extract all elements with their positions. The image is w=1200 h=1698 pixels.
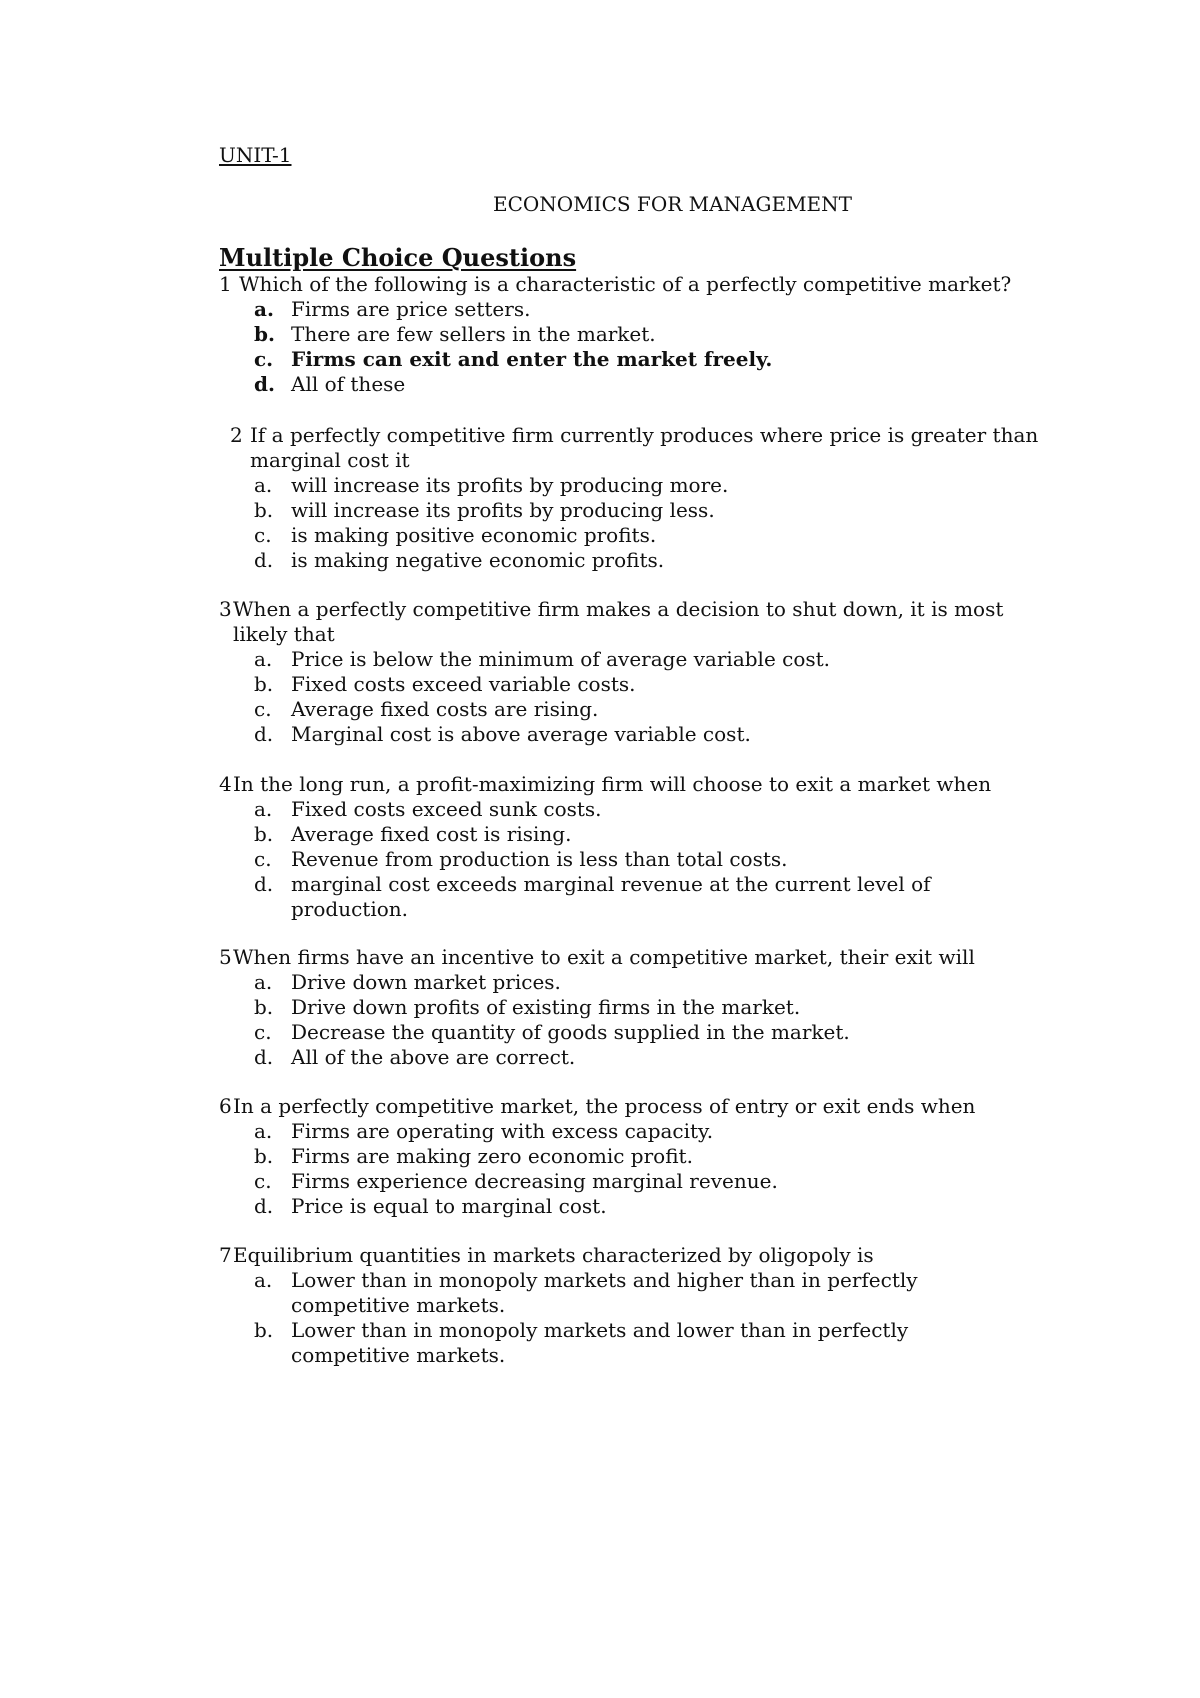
- option-letter: d.: [254, 1045, 274, 1069]
- option-text: Fixed costs exceed sunk costs.: [291, 797, 602, 821]
- option-text: will increase its profits by producing less.: [291, 498, 715, 522]
- option-text: Drive down market prices.: [291, 970, 561, 994]
- option-text: Firms experience decreasing marginal revenue.: [291, 1169, 778, 1193]
- option-item: [219, 498, 1050, 523]
- question-text: When a perfectly competitive firm makes a decision to shut down, it is most likely that: [233, 597, 1004, 646]
- option-item: [219, 1169, 1089, 1194]
- question-number: 6: [219, 1094, 232, 1118]
- option-text: Lower than in monopoly markets and higher than in perfectly competitive markets.: [291, 1268, 918, 1317]
- option-text: Revenue from production is less than total costs.: [291, 847, 788, 871]
- option-item: [219, 297, 1089, 322]
- option-letter: b.: [254, 822, 274, 846]
- option-item: [219, 797, 1089, 822]
- option-item: [219, 523, 1050, 548]
- option-text: Average fixed costs are rising.: [291, 697, 599, 721]
- option-letter: c.: [254, 847, 272, 871]
- question-number: 3: [219, 597, 232, 621]
- option-letter: d.: [254, 872, 274, 896]
- unit-title: UNIT-1: [219, 143, 292, 167]
- question-3: [219, 597, 1089, 747]
- question-text: Which of the following is a characteristic of a perfectly competitive market?: [239, 272, 1012, 296]
- question-2-stem: [230, 423, 1050, 473]
- option-text: Lower than in monopoly markets and lower than in perfectly competitive markets.: [291, 1318, 909, 1367]
- option-text: Price is below the minimum of average variable cost.: [291, 647, 831, 671]
- option-item: [219, 1144, 1089, 1169]
- option-letter: c.: [254, 1020, 272, 1044]
- option-text: All of the above are correct.: [291, 1045, 576, 1069]
- option-item: [219, 322, 1089, 347]
- option-letter: a.: [254, 473, 273, 497]
- section-heading: Multiple Choice Questions: [219, 243, 577, 272]
- question-7-stem: [219, 1243, 1089, 1268]
- option-item: [219, 647, 1089, 672]
- option-letter: c.: [254, 697, 272, 721]
- option-text: is making negative economic profits.: [291, 548, 665, 572]
- option-item: [219, 672, 1089, 697]
- question-number: 2: [230, 423, 243, 447]
- question-text: In the long run, a profit-maximizing firm will choose to exit a market when: [233, 772, 992, 796]
- option-letter: d.: [254, 372, 275, 396]
- option-item: [219, 1194, 1089, 1219]
- option-item: [219, 473, 1050, 498]
- option-item: [219, 697, 1089, 722]
- question-5-stem: [219, 945, 1089, 970]
- option-text: There are few sellers in the market.: [291, 322, 656, 346]
- option-item: [219, 822, 1089, 847]
- question-1: [219, 272, 1089, 397]
- option-text: Marginal cost is above average variable cost.: [291, 722, 751, 746]
- option-letter: a.: [254, 970, 273, 994]
- option-item: [219, 970, 1089, 995]
- option-item: [219, 1045, 1089, 1070]
- question-number: 5: [219, 945, 232, 969]
- option-letter: d.: [254, 722, 274, 746]
- question-text: When firms have an incentive to exit a competitive market, their exit will: [233, 945, 975, 969]
- option-letter: b.: [254, 995, 274, 1019]
- option-item: [219, 1119, 1089, 1144]
- option-letter: a.: [254, 647, 273, 671]
- question-number: 7: [219, 1243, 232, 1267]
- option-text: marginal cost exceeds marginal revenue at the current level of production.: [291, 872, 931, 921]
- question-4-stem: [219, 772, 1089, 797]
- option-text: will increase its profits by producing more.: [291, 473, 729, 497]
- option-item-correct: [219, 347, 1089, 372]
- question-6-stem: [219, 1094, 1089, 1119]
- question-number: 4: [219, 772, 232, 796]
- option-item: [219, 1268, 1089, 1318]
- question-3-stem: [219, 597, 1089, 647]
- option-text: Firms are making zero economic profit.: [291, 1144, 693, 1168]
- option-item: [219, 722, 1089, 747]
- option-item: [219, 548, 1050, 573]
- option-letter: b.: [254, 322, 275, 346]
- option-item: [219, 1020, 1089, 1045]
- question-4: [219, 772, 1089, 922]
- question-text: Equilibrium quantities in markets characterized by oligopoly is: [233, 1243, 874, 1267]
- option-letter: b.: [254, 1318, 274, 1342]
- option-letter: d.: [254, 548, 274, 572]
- option-letter: b.: [254, 1144, 274, 1168]
- option-item: [219, 872, 1089, 922]
- option-text: Firms can exit and enter the market freely.: [291, 347, 773, 371]
- option-item: [219, 995, 1089, 1020]
- option-letter: d.: [254, 1194, 274, 1218]
- option-text: is making positive economic profits.: [291, 523, 657, 547]
- option-letter: a.: [254, 797, 273, 821]
- question-6: [219, 1094, 1089, 1219]
- option-letter: b.: [254, 498, 274, 522]
- option-text: All of these: [291, 372, 406, 396]
- option-letter: a.: [254, 1268, 273, 1292]
- subject-title: ECONOMICS FOR MANAGEMENT: [493, 192, 852, 216]
- question-number: 1: [219, 272, 232, 296]
- option-text: Price is equal to marginal cost.: [291, 1194, 607, 1218]
- option-letter: c.: [254, 1169, 272, 1193]
- option-letter: b.: [254, 672, 274, 696]
- question-text: In a perfectly competitive market, the process of entry or exit ends when: [233, 1094, 976, 1118]
- option-text: Decrease the quantity of goods supplied in the market.: [291, 1020, 850, 1044]
- question-1-stem: [219, 272, 1089, 297]
- option-letter: c.: [254, 523, 272, 547]
- option-text: Average fixed cost is rising.: [291, 822, 572, 846]
- option-letter: a.: [254, 297, 274, 321]
- question-text: If a perfectly competitive firm currently produces where price is greater than marginal cost it: [250, 423, 1039, 472]
- option-text: Firms are price setters.: [291, 297, 531, 321]
- question-7: [219, 1243, 1089, 1368]
- option-item: [219, 1318, 1089, 1368]
- option-text: Fixed costs exceed variable costs.: [291, 672, 636, 696]
- option-letter: a.: [254, 1119, 273, 1143]
- option-letter: c.: [254, 347, 274, 371]
- option-text: Firms are operating with excess capacity.: [291, 1119, 714, 1143]
- question-5: [219, 945, 1089, 1070]
- question-2: [230, 423, 1050, 573]
- option-text: Drive down profits of existing firms in the market.: [291, 995, 801, 1019]
- option-item: [219, 847, 1089, 872]
- option-item: [219, 372, 1089, 397]
